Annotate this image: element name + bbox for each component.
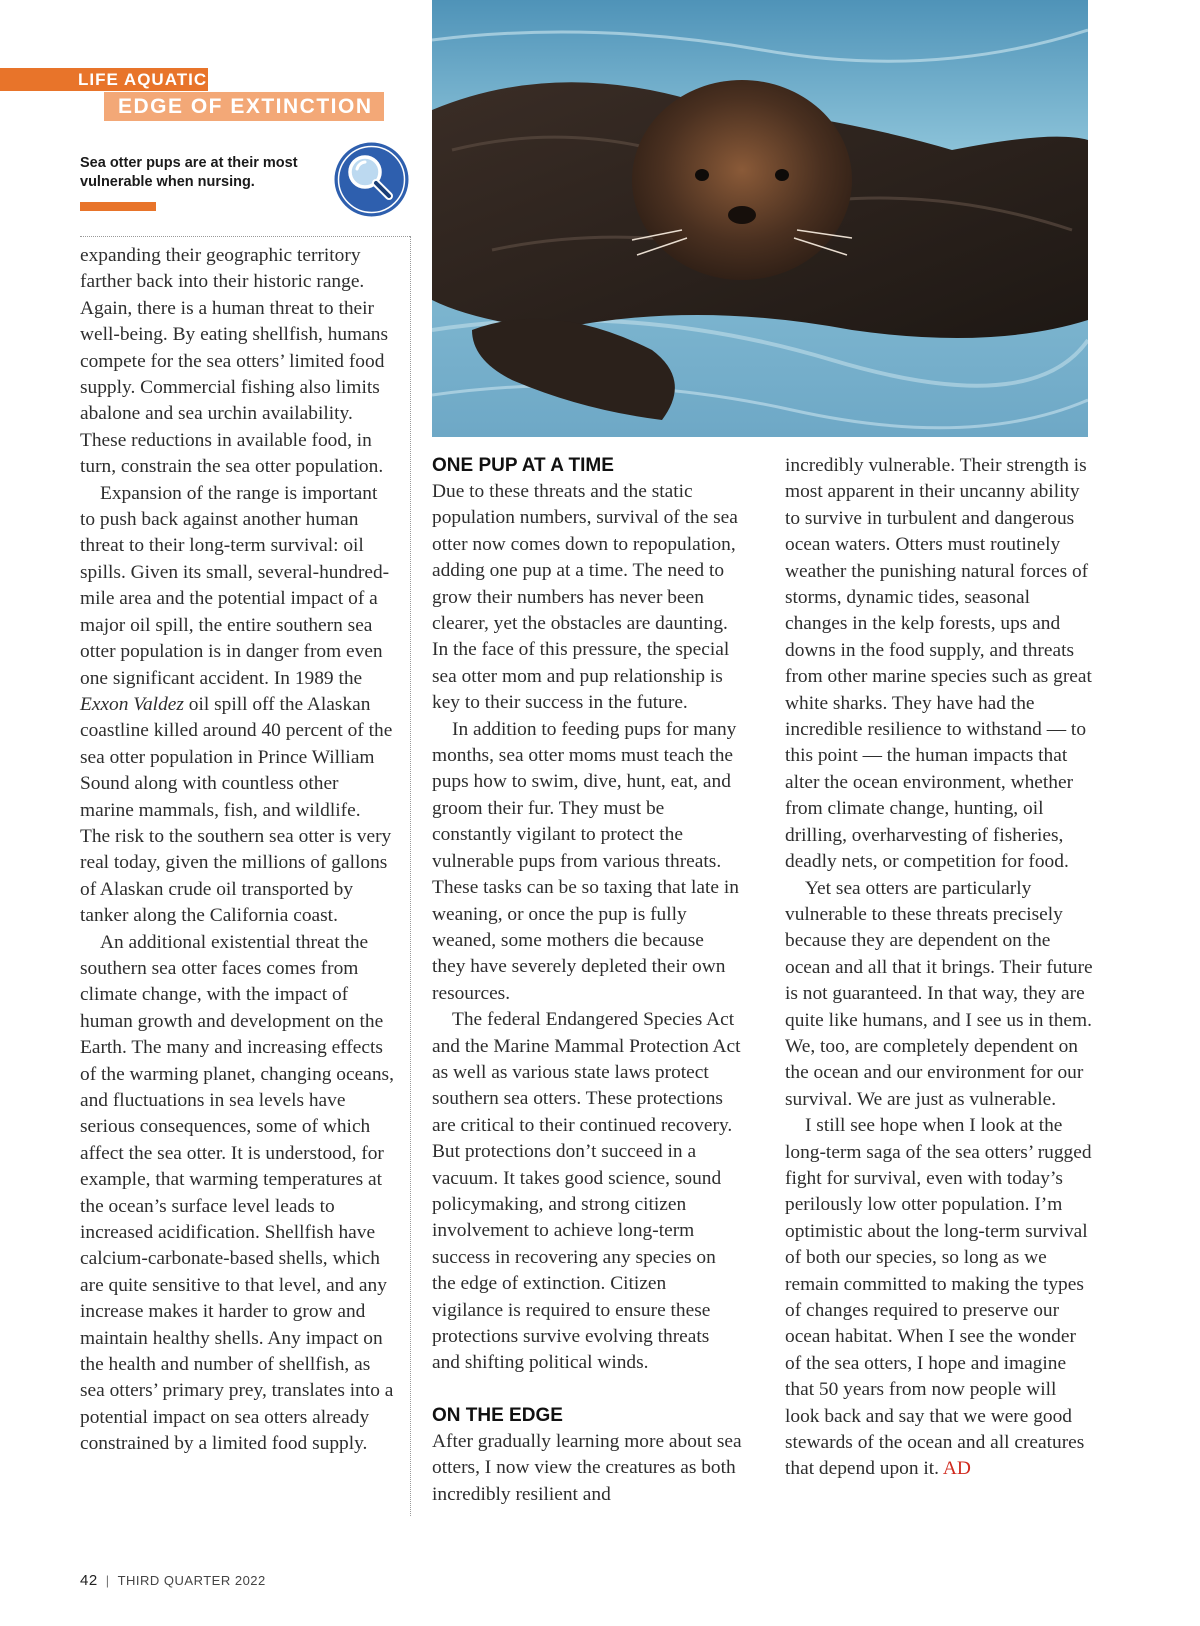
paragraph: An additional existential threat the southern sea otter faces comes from climate change, with the impact of human growth and development on the Earth. The many and increasing effects of the warming planet, changing oceans, and fluctuations in sea levels have serious consequences, some of which affect the sea otter. It is understood, for example, that warming temperatures at the ocean’s surface level leads to increased acidification. Shellfish have calcium-carbonate-based shells, which are quite sensitive to that level, and any increase makes it harder to grow and maintain healthy shells. Any impact on the health and number of shellfish, as sea otters’ primary prey, translates into a potential impact on sea otters already constrained by a limited food supply.	[80, 931, 394, 1455]
paragraph: The federal Endangered Species Act and the Marine Mammal Protection Act as well as various state laws protect southern sea otters. These protections are critical to their continued recovery. But protections don’t succeed in a vacuum. It takes good science, sound policymaking, and strong citizen involvement to achieve long-term success in recovering any species on the edge of extinction. Citizen vigilance is required to ensure these protections survive evolving threats and shifting political winds.	[432, 1009, 741, 1374]
issue-label: THIRD QUARTER 2022	[117, 1573, 266, 1588]
article-title: EDGE OF EXTINCTION	[104, 92, 384, 121]
photo-caption: Sea otter pups are at their most vulnerable when nursing.	[80, 155, 298, 190]
ship-name: Exxon Valdez	[80, 693, 184, 715]
paragraph: I still see hope when I look at the long-term saga of the sea otters’ rugged fight for survival, even with today’s perilously low otter population. I’m optimistic about the long-term survival of both our species, so long as we remain committed to making the types of changes required to preserve our ocean habitat. When I see the wonder of the sea otters, I hope and imagine that 50 years from now people will look back and say that we were good stewards of the ocean and all creatures that depend upon it. AD	[785, 1115, 1092, 1480]
paragraph: expanding their geographic territory farther back into their historic range. Again, there is a human threat to their well-being. By eating shellfish, humans compete for the sea otters’ limited food supply. Commercial fishing also limits abalone and sea urchin availability. These reductions in available food, in turn, constrain the sea otter population.	[80, 245, 389, 478]
divider-horizontal	[80, 236, 410, 237]
column-1	[80, 243, 395, 1458]
footer-separator: |	[105, 1573, 110, 1588]
paragraph: Due to these threats and the static population numbers, survival of the sea otter now comes down to repopulation, adding one pup at a time. The need to grow their numbers has never been clearer, yet the obstacles are daunting. In the face of this pressure, the special sea otter mom and pup relationship is key to their success in the future.	[432, 481, 738, 714]
section-heading: ONE PUP AT A TIME	[432, 455, 614, 476]
author-signature: AD	[942, 1458, 971, 1480]
paragraph: Expansion of the range is important to push back against another human threat to their long-term survival: oil spills. Given its small, several-hundred-mile area and the potential impact of a major oil spill, the entire southern sea otter population is in danger from even one significant accident. In 1989 the Exxon Valdez oil spill off the Alaskan coastline killed around 40 percent of the sea otter population in Prince William Sound along with countless other marine mammals, fish, and wildlife. The risk to the southern sea otter is very real today, given the millions of gallons of Alaskan crude oil transported by tanker along the California coast.	[80, 482, 393, 927]
column-divider	[410, 236, 411, 1516]
sea-otter-photo	[432, 0, 1088, 437]
section-heading: ON THE EDGE	[432, 1404, 563, 1426]
section-label: LIFE AQUATIC	[0, 68, 208, 91]
paragraph: incredibly vulnerable. Their strength is most apparent in their uncanny ability to survive in turbulent and dangerous ocean waters. Otters must routinely weather the punishing natural forces of storms, dynamic tides, seasonal changes in the kelp forests, ups and downs in the food supply, and threats from other marine species such as great white sharks. They have had the incredible resilience to withstand — to this point — the human impacts that alter the ocean environment, whether from climate change, hunting, oil drilling, overharvesting of fisheries, deadly nets, or competition for food.	[785, 455, 1092, 873]
page-number: 42	[80, 1572, 98, 1589]
page-footer	[80, 1572, 266, 1589]
paragraph: Yet sea otters are particularly vulnerable to these threats precisely because they are dependent on the ocean and all that it brings. Their future is not guaranteed. In that way, they are quite like humans, and I see us in them. We, too, are completely dependent on the ocean and our environment for our survival. We are just as vulnerable.	[785, 877, 1093, 1110]
paragraph: After gradually learning more about sea otters, I now view the creatures as both incredibly resilient and	[432, 1430, 742, 1505]
paragraph: In addition to feeding pups for many months, sea otter moms must teach the pups how to swim, dive, hunt, eat, and groom their fur. They must be constantly vigilant to protect the vulnerable pups from various threats. These tasks can be so taxing that late in weaning, or once the pup is fully weaned, some mothers die because they have severely depleted their own resources.	[432, 718, 739, 1004]
magnifying-glass-icon	[333, 141, 410, 218]
accent-rule	[80, 202, 156, 211]
column-3	[785, 453, 1095, 1483]
column-2	[432, 453, 742, 1508]
